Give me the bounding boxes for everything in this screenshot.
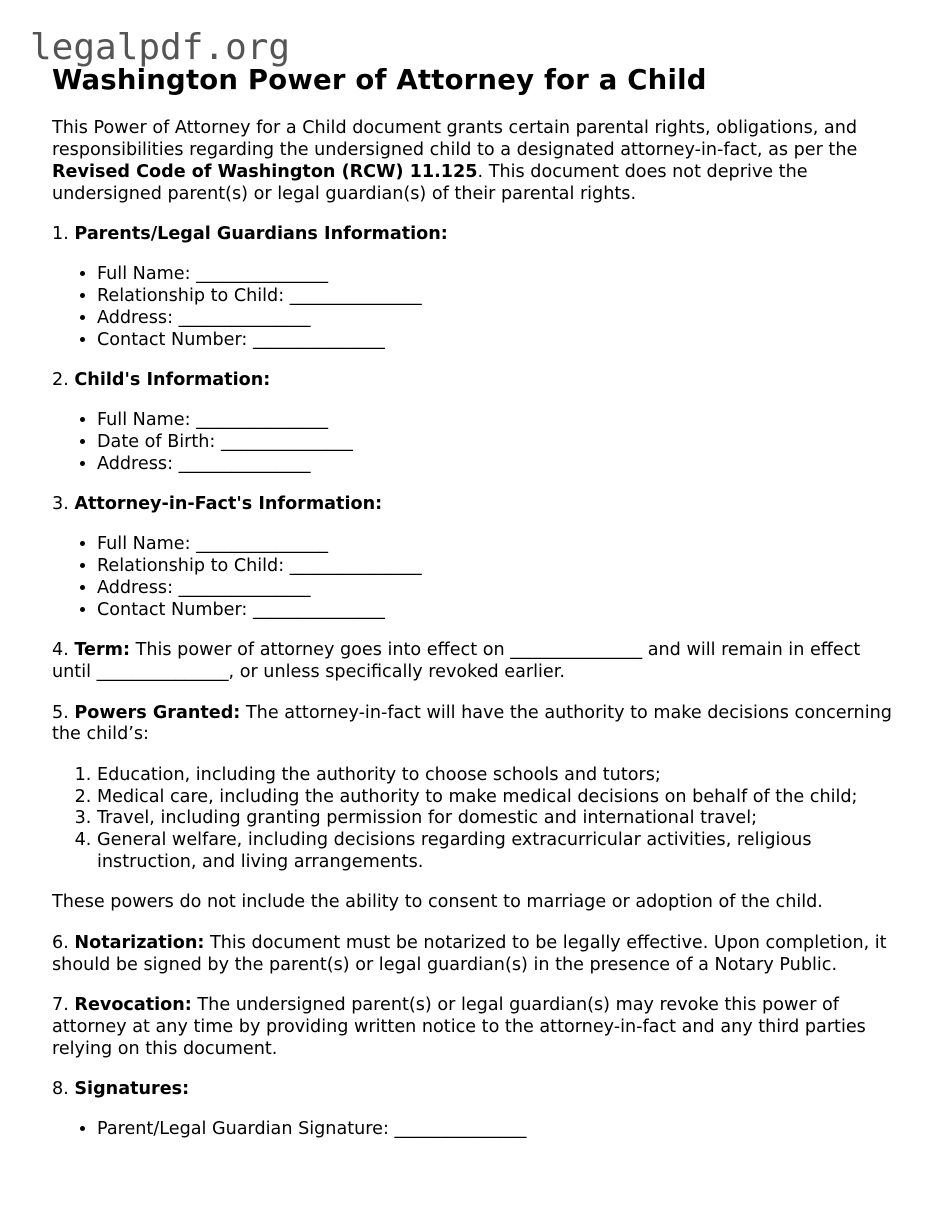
- section-6-notarization: 6. Notarization: This document must be notarized to be legally effective. Upon completion, it should be signed by the parent(s) or legal guardian(s) in the presence of a Notary Public.: [52, 932, 887, 975]
- blank-field[interactable]: _______________: [289, 556, 422, 577]
- watermark-logo: legalpdf.org: [30, 27, 291, 68]
- blank-field[interactable]: _______________: [178, 454, 311, 475]
- blank-field[interactable]: _______________: [220, 432, 353, 453]
- list-item: 3. Travel, including granting permission for domestic and international travel;: [97, 808, 902, 830]
- powers-list: [52, 765, 902, 875]
- list-item: • Address: _______________: [97, 454, 902, 476]
- blank-field[interactable]: _______________: [178, 578, 311, 599]
- blank-field[interactable]: _______________: [252, 329, 385, 350]
- section-4-term: 4. Term: This power of attorney goes into effect on _______________ and will remain in effect until _______________, or unless specifically revoked earlier.: [52, 640, 861, 683]
- list-item: • Date of Birth: _______________: [97, 432, 902, 454]
- list-item: 2. Medical care, including the authority to make medical decisions on behalf of the child;: [97, 787, 902, 809]
- page-title: Washington Power of Attorney for a Child: [52, 64, 707, 96]
- list-item: • Relationship to Child: _______________: [97, 286, 902, 308]
- section-3-heading: 3. Attorney-in-Fact's Information:: [52, 494, 383, 515]
- list-item: • Address: _______________: [97, 578, 902, 600]
- list-item: 4. General welfare, including decisions regarding extracurricular activities, religious instruction, and living arrangements.: [97, 830, 902, 874]
- document-body: [52, 62, 902, 1159]
- blank-field[interactable]: _______________: [196, 264, 329, 285]
- list-item: • Full Name: _______________: [97, 410, 902, 432]
- list-item: • Parent/Legal Guardian Signature: _______________: [97, 1119, 902, 1141]
- list-item: 1. Education, including the authority to choose schools and tutors;: [97, 765, 902, 787]
- parents-fields-list: [52, 264, 902, 352]
- blank-field[interactable]: _______________: [252, 600, 385, 621]
- list-item: • Contact Number: _______________: [97, 600, 902, 622]
- list-item: • Full Name: _______________: [97, 264, 902, 286]
- blank-field[interactable]: _______________: [510, 640, 643, 661]
- list-item: • Relationship to Child: _______________: [97, 556, 902, 578]
- blank-field[interactable]: _______________: [196, 534, 329, 555]
- section-2-heading: 2. Child's Information:: [52, 370, 271, 391]
- child-fields-list: [52, 410, 902, 476]
- list-item: • Address: _______________: [97, 308, 902, 330]
- section-7-revocation: 7. Revocation: The undersigned parent(s) or legal guardian(s) may revoke this power of attorney at any time by providing written notice to the attorney-in-fact and any third parties relying on this document.: [52, 994, 866, 1059]
- list-item: • Contact Number: _______________: [97, 330, 902, 352]
- powers-exclusion: These powers do not include the ability to consent to marriage or adoption of the child.: [52, 892, 823, 913]
- list-item: • Full Name: _______________: [97, 534, 902, 556]
- blank-field[interactable]: _______________: [96, 662, 229, 683]
- signature-field[interactable]: _______________: [394, 1118, 527, 1139]
- blank-field[interactable]: _______________: [289, 286, 422, 307]
- rcw-citation: Revised Code of Washington (RCW) 11.125: [52, 161, 478, 182]
- intro-paragraph: This Power of Attorney for a Child document grants certain parental rights, obligations, and responsibilities regarding the undersigned child to a designated attorney-in-fact, as per the Revised Code of Washington (RCW) 11.125. This document does not deprive the undersigned parent(s) or legal guardian(s) of their parental rights.: [52, 118, 858, 204]
- section-1-heading: 1. Parents/Legal Guardians Information:: [52, 223, 448, 244]
- section-8-heading: 8. Signatures:: [52, 1078, 190, 1099]
- signatures-list: [52, 1119, 902, 1141]
- blank-field[interactable]: _______________: [178, 307, 311, 328]
- section-5-powers: 5. Powers Granted: The attorney-in-fact will have the authority to make decisions concerning the child’s:: [52, 702, 892, 745]
- blank-field[interactable]: _______________: [196, 410, 329, 431]
- attorney-fields-list: [52, 534, 902, 622]
